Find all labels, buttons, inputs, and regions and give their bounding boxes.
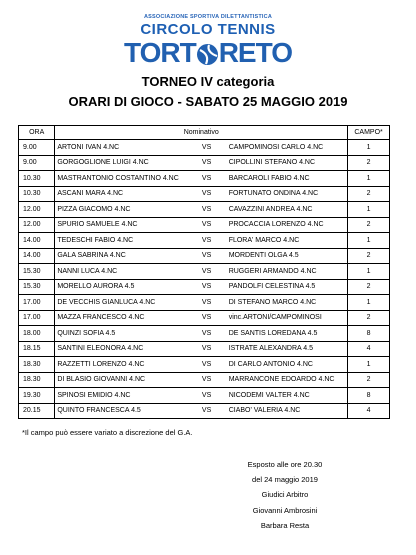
player-two: BARCAROLI FABIO 4.NC — [227, 171, 348, 187]
player-two: DI STEFANO MARCO 4.NC — [227, 295, 348, 311]
table-row — [19, 233, 390, 249]
versus-label: VS — [187, 295, 227, 311]
versus-label: VS — [187, 233, 227, 249]
court-number: 4 — [348, 403, 390, 419]
versus-label: VS — [187, 372, 227, 388]
player-two: MORDENTI OLGA 4.5 — [227, 248, 348, 264]
versus-label: VS — [187, 171, 227, 187]
versus-label: VS — [187, 341, 227, 357]
player-one: SANTINI ELEONORA 4.NC — [55, 341, 187, 357]
player-two: PANDOLFI CELESTINA 4.5 — [227, 279, 348, 295]
table-row — [19, 155, 390, 171]
player-two: DE SANTIS LOREDANA 4.5 — [227, 326, 348, 342]
player-two: ISTRATE ALEXANDRA 4.5 — [227, 341, 348, 357]
versus-label: VS — [187, 217, 227, 233]
table-row — [19, 248, 390, 264]
table-row — [19, 341, 390, 357]
match-time: 17.00 — [19, 295, 55, 311]
column-header-campo: CAMPO* — [348, 126, 390, 140]
versus-label: VS — [187, 248, 227, 264]
player-two: vinc.ARTONI/CAMPOMINOSI — [227, 310, 348, 326]
player-one: MAZZA FRANCESCO 4.NC — [55, 310, 187, 326]
court-number: 1 — [348, 233, 390, 249]
table-row — [19, 140, 390, 156]
match-time: 12.00 — [19, 217, 55, 233]
player-one: MORELLO AURORA 4.5 — [55, 279, 187, 295]
court-number: 2 — [348, 217, 390, 233]
table-row — [19, 202, 390, 218]
court-number: 8 — [348, 326, 390, 342]
court-number: 1 — [348, 357, 390, 373]
versus-label: VS — [187, 310, 227, 326]
player-one: PIZZA GIACOMO 4.NC — [55, 202, 187, 218]
court-number: 8 — [348, 388, 390, 404]
match-time: 14.00 — [19, 248, 55, 264]
player-one: ASCANI MARA 4.NC — [55, 186, 187, 202]
table-row — [19, 310, 390, 326]
table-row — [19, 295, 390, 311]
player-one: ARTONI IVAN 4.NC — [55, 140, 187, 156]
column-header-nominativo: Nominativo — [55, 126, 348, 140]
player-two: PROCACCIA LORENZO 4.NC — [227, 217, 348, 233]
versus-label: VS — [187, 155, 227, 171]
footer-posted-date: del 24 maggio 2019 — [252, 475, 318, 485]
versus-label: VS — [187, 140, 227, 156]
association-name: ASSOCIAZIONE SPORTIVA DILETTANTISTICA — [144, 14, 272, 20]
match-time: 10.30 — [19, 171, 55, 187]
player-one: TEDESCHI FABIO 4.NC — [55, 233, 187, 249]
table-row — [19, 279, 390, 295]
logo-text-left: TORT — [124, 37, 196, 68]
match-time: 18.00 — [19, 326, 55, 342]
footer-referee-name: Barbara Resta — [260, 520, 310, 530]
match-time: 19.30 — [19, 388, 55, 404]
match-time: 15.30 — [19, 264, 55, 280]
table-row — [19, 357, 390, 373]
versus-label: VS — [187, 279, 227, 295]
table-row — [19, 217, 390, 233]
table-row — [19, 372, 390, 388]
table-row — [19, 403, 390, 419]
court-number: 2 — [348, 310, 390, 326]
match-time: 12.00 — [19, 202, 55, 218]
schedule-title: ORARI DI GIOCO - SABATO 25 MAGGIO 2019 — [68, 94, 348, 109]
versus-label: VS — [187, 264, 227, 280]
player-two: NICODEMI VALTER 4.NC — [227, 388, 348, 404]
player-two: FORTUNATO ONDINA 4.NC — [227, 186, 348, 202]
court-number: 2 — [348, 372, 390, 388]
player-one: GALA SABRINA 4.NC — [55, 248, 187, 264]
club-logo — [0, 36, 416, 70]
footer-signature — [225, 457, 345, 533]
versus-label: VS — [187, 186, 227, 202]
match-time: 14.00 — [19, 233, 55, 249]
court-number: 1 — [348, 202, 390, 218]
court-note: *Il campo può essere variato a discrezione del G.A. — [22, 428, 193, 437]
court-number: 2 — [348, 155, 390, 171]
versus-label: VS — [187, 403, 227, 419]
table-row — [19, 326, 390, 342]
versus-label: VS — [187, 202, 227, 218]
match-time: 18.15 — [19, 341, 55, 357]
match-time: 17.00 — [19, 310, 55, 326]
tennis-ball-icon — [197, 44, 218, 65]
footer-referee-name: Giovanni Ambrosini — [252, 505, 318, 515]
player-two: RUGGERI ARMANDO 4.NC — [227, 264, 348, 280]
court-number: 1 — [348, 140, 390, 156]
player-one: QUINZI SOFIA 4.5 — [55, 326, 187, 342]
player-two: DI CARLO ANTONIO 4.NC — [227, 357, 348, 373]
match-time: 9.00 — [19, 140, 55, 156]
player-one: RAZZETTI LORENZO 4.NC — [55, 357, 187, 373]
player-two: FLORA' MARCO 4.NC — [227, 233, 348, 249]
court-number: 1 — [348, 264, 390, 280]
schedule-table — [18, 125, 390, 419]
versus-label: VS — [187, 357, 227, 373]
match-time: 18.30 — [19, 372, 55, 388]
versus-label: VS — [187, 388, 227, 404]
table-row — [19, 186, 390, 202]
versus-label: VS — [187, 326, 227, 342]
player-one: GORGOGLIONE LUIGI 4.NC — [55, 155, 187, 171]
table-row — [19, 388, 390, 404]
table-header-row — [19, 126, 390, 140]
match-time: 20.15 — [19, 403, 55, 419]
footer-referees-label: Giudici Arbitro — [261, 490, 309, 500]
player-one: NANNI LUCA 4.NC — [55, 264, 187, 280]
match-time: 18.30 — [19, 357, 55, 373]
player-one: DI BLASIO GIOVANNI 4.NC — [55, 372, 187, 388]
player-two: MARRANCONE EDOARDO 4.NC — [227, 372, 348, 388]
player-one: MASTRANTONIO COSTANTINO 4.NC — [55, 171, 187, 187]
club-name: CIRCOLO TENNIS — [140, 21, 276, 38]
match-time: 9.00 — [19, 155, 55, 171]
tournament-title: TORNEO IV categoria — [141, 74, 275, 89]
match-time: 10.30 — [19, 186, 55, 202]
court-number: 2 — [348, 279, 390, 295]
table-row — [19, 171, 390, 187]
court-number: 1 — [348, 295, 390, 311]
player-one: SPURIO SAMUELE 4.NC — [55, 217, 187, 233]
player-two: CAMPOMINOSI CARLO 4.NC — [227, 140, 348, 156]
match-time: 15.30 — [19, 279, 55, 295]
court-number: 1 — [348, 171, 390, 187]
court-number: 4 — [348, 341, 390, 357]
footer-posted-time: Esposto alle ore 20.30 — [247, 460, 323, 469]
logo-text-right: RETO — [218, 37, 292, 68]
column-header-ora: ORA — [19, 126, 55, 140]
player-two: CIPOLLINI STEFANO 4.NC — [227, 155, 348, 171]
table-row — [19, 264, 390, 280]
player-one: SPINOSI EMIDIO 4.NC — [55, 388, 187, 404]
player-two: CIABO' VALERIA 4.NC — [227, 403, 348, 419]
player-one: QUINTO FRANCESCA 4.5 — [55, 403, 187, 419]
court-number: 2 — [348, 248, 390, 264]
player-one: DE VECCHIS GIANLUCA 4.NC — [55, 295, 187, 311]
court-number: 2 — [348, 186, 390, 202]
player-two: CAVAZZINI ANDREA 4.NC — [227, 202, 348, 218]
